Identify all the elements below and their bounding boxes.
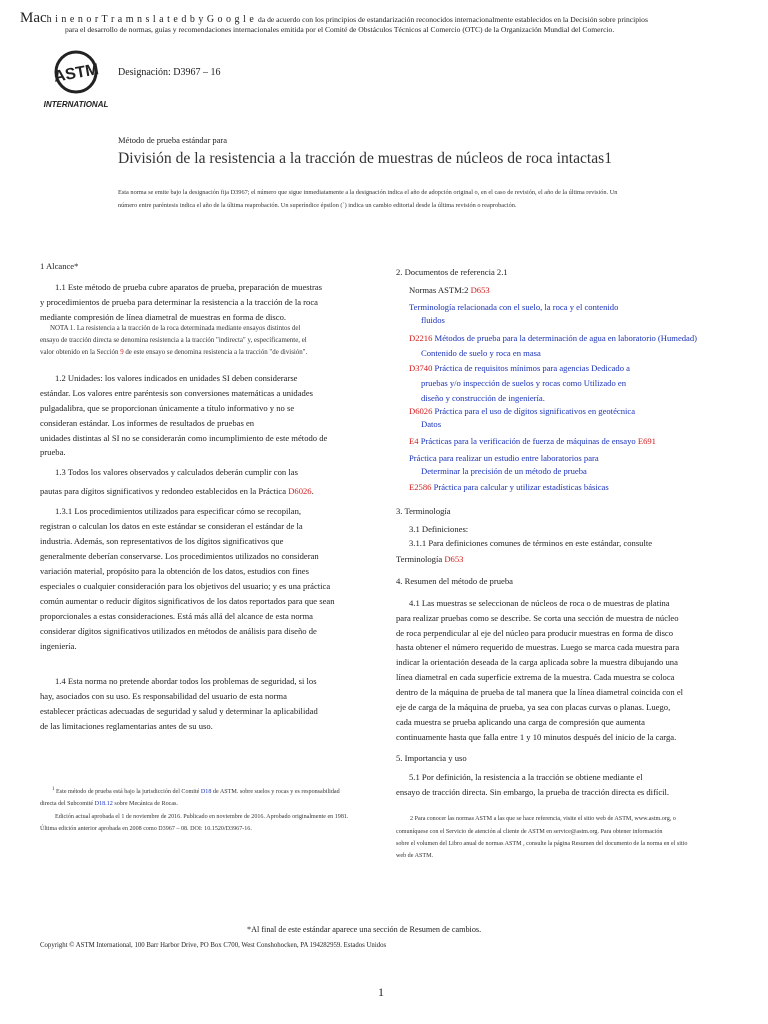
note-1: NOTA 1. La resistencia a la tracción de la roca determinada mediante ensayos distintos del xyxy=(50,325,301,332)
summary-note: *Al final de este estándar aparece una sección de Resumen de cambios. xyxy=(247,925,482,934)
issued-note-line: Esta norma se emite bajo la designación fija D3967; el número que sigue inmediatamente a la designación indica el año de adopción original o, en el caso de revisión, el año de la última revisión. Un xyxy=(118,189,618,196)
copyright: Copyright © ASTM International, 100 Barr Harbor Drive, PO Box C700, West Conshohocken, PA 194282959. Estados Unidos xyxy=(40,942,387,949)
d18-link[interactable]: D18 xyxy=(200,789,212,796)
para-1-2: pulgadalibra, que se proporcionan únicamente a título informativo y no se xyxy=(40,403,295,413)
banner-line1-rest: da de acuerdo con los principios de estandarización reconocidos internacionalmente establecidos en la Decisión sobre principios xyxy=(258,15,648,24)
para-1-3-1: especiales o cualquier consideración para los objetivos del usuario; y es una práctica xyxy=(40,581,331,591)
para-1-1: mediante compresión de línea diametral de muestras en forma de disco. xyxy=(40,312,287,322)
para-1-3-1: ingeniería. xyxy=(40,641,77,651)
footnote-2: 2 Para conocer las normas ASTM a las que se hace referencia, visite el sitio web de ASTM, www.astm.org, o xyxy=(410,816,676,822)
d653-link-2[interactable]: D653 xyxy=(444,554,464,564)
para-1-3: 1.3 Todos los valores observados y calculados deberán cumplir con las xyxy=(55,467,298,477)
issued-note-line: número entre paréntesis indica el año de la última reaprobación. Un superíndice épsilon (´) indica un cambio editorial desde la última revisión o reaprobación. xyxy=(118,202,517,209)
section-3-heading: 3. Terminología xyxy=(396,506,451,516)
ref-item[interactable]: E4 Prácticas para la verificación de fuerza de máquinas de ensayo E691 xyxy=(409,436,656,446)
para-1-4: 1.4 Esta norma no pretende abordar todos los problemas de seguridad, si los xyxy=(55,676,317,686)
footnote-2: sobre el volumen del Libro anual de normas ASTM , consulte la página Resumen del documento de la norma en el sitio xyxy=(396,841,688,847)
para-3-1: 3.1 Definiciones: xyxy=(409,524,469,534)
footnote-1: $^1$ Este método de prueba está bajo la jurisdicción del Comité D18 de ASTM. sobre suelos y rocas y es responsabilidad xyxy=(52,787,340,796)
footnote-2: comuníquese con el Servicio de atención al cliente de ASTM en service@astm.org. Para obtener información xyxy=(396,829,663,835)
banner-title-prefix: Mac xyxy=(20,10,47,26)
ref-item[interactable]: Contenido de suelo y roca en masa xyxy=(421,348,541,358)
para-4-1: para realizar pruebas como se describe. Se corta una sección de muestra de núcleo xyxy=(396,613,679,623)
document-title: División de la resistencia a la tracción de muestras de núcleos de roca intactas1 xyxy=(118,150,613,167)
para-1-3-1: 1.3.1 Los procedimientos utilizados para especificar cómo se recopilan, xyxy=(55,506,302,516)
astm-norms-label: Normas ASTM:2 D653 xyxy=(409,285,490,295)
para-1-2: consideran estándar. Los informes de resultados de pruebas en xyxy=(40,418,255,428)
para-5-1: ensayo de tracción directa. Sin embargo, la prueba de tracción directa es difícil. xyxy=(396,787,670,797)
para-3-1-1: Terminología D653 xyxy=(396,554,464,564)
section-1-heading: 1 Alcance* xyxy=(40,261,79,271)
d653-link[interactable]: D653 xyxy=(470,285,490,295)
banner-line2: para el desarrollo de normas, guías y recomendaciones internacionales emitida por el Comité de Obstáculos Técnicos al Comercio (OTC) de la Organización Mundial del Comercio. xyxy=(65,25,615,34)
para-4-1: dentro de la máquina de prueba de tal manera que la línea diametral coincida con el xyxy=(396,687,684,697)
para-1-3-1: industria. Además, son representativos de los dígitos significativos que xyxy=(40,536,284,546)
para-4-1: cada muestra se prueba aplicando una carga de compresión que aumenta xyxy=(396,717,645,727)
ref-item[interactable]: Determinar la precisión de un método de prueba xyxy=(421,466,587,476)
para-4-1: línea diametral en cada superficie extrema de la muestra. Cada muestra se coloca xyxy=(396,672,675,682)
footnote-1: Edición actual aprobada el 1 de noviembre de 2016. Publicado en noviembre de 2016. Aprobado originalmente en 1981. xyxy=(55,814,349,820)
ref-item[interactable]: fluidos xyxy=(421,315,445,325)
para-4-1: de roca perpendicular al eje del núcleo para producir muestras en forma de disco xyxy=(396,628,674,638)
ref-item[interactable]: D6026 Práctica para el uso de dígitos significativos en geotécnica xyxy=(409,406,636,416)
ref-item[interactable]: Datos xyxy=(421,419,442,429)
para-4-1: eje de carga de la máquina de prueba, ya sea con placas curvas o planas. Luego, xyxy=(396,702,671,712)
para-1-3-1: común aumentar o reducir dígitos significativos de los datos reportados para que sean xyxy=(40,596,335,606)
note-1: ensayo de tracción directa se denomina resistencia a la tracción "indirecta" y, específicamente, el xyxy=(40,337,307,344)
para-1-3-1: proporcionales a estas consideraciones. Está más allá del alcance de esta norma xyxy=(40,611,313,621)
para-1-3-1: variación material, propósito para la obtención de los datos, estudios con fines xyxy=(40,566,309,576)
section-4-heading: 4. Resumen del método de prueba xyxy=(396,576,513,586)
para-3-1-1: 3.1.1 Para definiciones comunes de términos en este estándar, consulte xyxy=(409,538,653,548)
ref-item[interactable]: pruebas y/o inspección de suelos y rocas como Utilizado en xyxy=(421,378,626,388)
para-1-2: unidades distintas al SI no se considerarán como incumplimiento de este método de xyxy=(40,433,328,443)
banner-title-stacked: h i n e n o r T r a m n s l a t e d b y G o o g l e xyxy=(46,14,255,25)
logo-sub: INTERNATIONAL xyxy=(43,100,109,109)
ref-item[interactable]: D3740 Práctica de requisitos mínimos para agencias Dedicado a xyxy=(409,363,630,373)
para-1-2: prueba. xyxy=(40,447,66,457)
para-1-3-1: generalmente deberían conservarse. Los procedimientos utilizados no consideran xyxy=(40,551,319,561)
note-1: valor obtenido en la Sección 9 de este ensayo se denomina resistencia a la tracción "de división". xyxy=(40,349,308,356)
section-5-heading: 5. Importancia y uso xyxy=(396,753,467,763)
para-1-2: 1.2 Unidades: los valores indicados en unidades SI deben considerarse xyxy=(55,373,298,383)
astm-logo xyxy=(40,48,112,110)
para-5-1: 5.1 Por definición, la resistencia a la tracción se obtiene mediante el xyxy=(409,772,643,782)
ref-item[interactable]: diseño y construcción de ingeniería. xyxy=(421,393,545,403)
ref-item[interactable]: Terminología relacionada con el suelo, la roca y el contenido xyxy=(409,302,619,312)
para-1-1: 1.1 Este método de prueba cubre aparatos de prueba, preparación de muestras xyxy=(55,282,323,292)
ref-item[interactable]: D2216 Métodos de prueba para la determinación de agua en laboratorio (Humedad) xyxy=(409,333,698,343)
para-1-4: establecer prácticas adecuadas de seguridad y salud y determinar la aplicabilidad xyxy=(40,706,318,716)
para-1-3-1: considerar dígitos significativos utilizados en métodos de análisis para diseño de xyxy=(40,626,317,636)
ref-item[interactable]: E2586 Práctica para calcular y utilizar estadísticas básicas xyxy=(409,482,609,492)
designation: Designación: D3967 – 16 xyxy=(118,67,221,78)
para-4-1: continuamente hasta que falla entre 1 y 10 minutos después del inicio de la carga. xyxy=(396,732,677,742)
section-9-link[interactable]: 9 xyxy=(120,349,124,356)
section-2-heading: 2. Documentos de referencia 2.1 xyxy=(396,267,508,277)
para-1-1: y procedimientos de prueba para determinar la resistencia a la tracción de la roca xyxy=(40,297,318,307)
footnote-1: directa del Subcomité D18.12 sobre Mecánica de Rocas. xyxy=(40,801,178,807)
para-4-1: indicar la orientación deseada de la carga aplicada sobre la muestra dibujando una xyxy=(396,657,678,667)
footnote-1: Última edición anterior aprobada en 2008 como D3967 – 08. DOI: 10.1520/D3967-16. xyxy=(40,826,252,832)
para-1-4: de las limitaciones reglamentarias antes de su uso. xyxy=(40,721,213,731)
para-1-3: pautas para dígitos significativos y redondeo establecidos en la Práctica D6026. xyxy=(40,486,314,496)
doc-type: Método de prueba estándar para xyxy=(118,135,228,145)
page-number: 1 xyxy=(378,985,384,999)
ref-item[interactable]: Práctica para realizar un estudio entre laboratorios para xyxy=(409,453,599,463)
logo-text: ASTM xyxy=(52,61,101,86)
footnote-2: web de ASTM. xyxy=(396,853,434,859)
para-1-3-1: registran o calculan los datos en este estándar se consideran el estándar de la xyxy=(40,521,303,531)
d18-12-link[interactable]: D18.12 xyxy=(94,801,113,807)
para-1-4: hay, asociados con su uso. Es responsabilidad del usuario de esta norma xyxy=(40,691,287,701)
para-4-1: hasta obtener el número requerido de muestras. Luego se marca cada muestra para xyxy=(396,642,680,652)
d6026-link[interactable]: D6026 xyxy=(288,486,312,496)
para-1-2: estándar. Los valores entre paréntesis son conversiones matemáticas a unidades xyxy=(40,388,313,398)
para-4-1: 4.1 Las muestras se seleccionan de núcleos de roca o de muestras de platina xyxy=(409,598,670,608)
